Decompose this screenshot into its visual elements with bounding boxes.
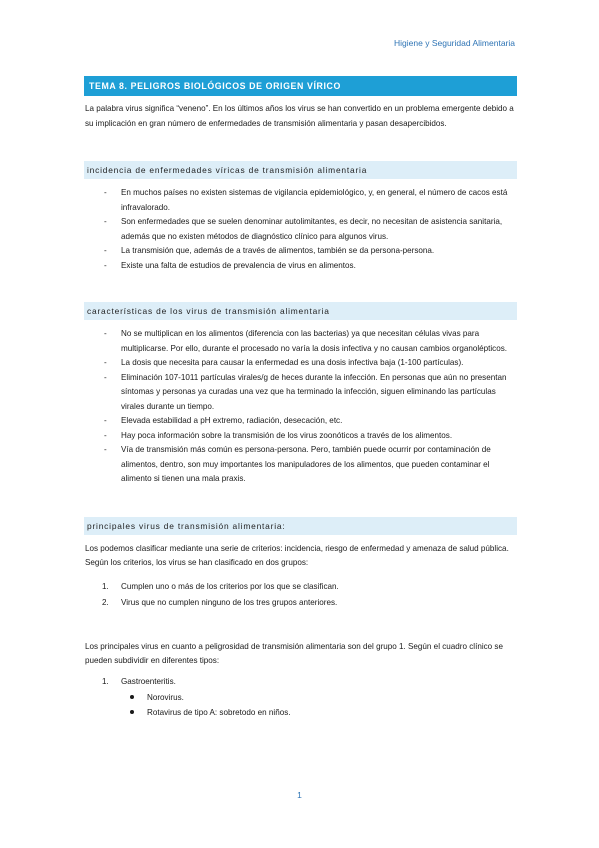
list-item: - La dosis que necesita para causar la enfermedad es una dosis infectiva baja (1-100 partículas).	[104, 358, 464, 367]
section-heading-incidencia: incidencia de enfermedades víricas de transmisión alimentaria	[84, 161, 517, 179]
incidencia-list	[84, 186, 517, 273]
list-item: Norovirus.	[84, 690, 517, 705]
list-item: - Son enfermedades que se suelen denominar autolimitantes, es decir, no necesitan de asistencia sanitaria, además que no existen métodos de diagnóstico clínico para algunos virus.	[104, 217, 503, 241]
section-heading-caracteristicas: características de los virus de transmisión alimentaria	[84, 302, 517, 320]
main-title: TEMA 8. PELIGROS BIOLÓGICOS DE ORIGEN VÍRICO	[84, 76, 517, 96]
section-heading-principales: principales virus de transmisión alimentaria:	[84, 517, 517, 535]
list-item: - En muchos países no existen sistemas de vigilancia epidemiológico, y, en general, el número de cacos está infravalorado.	[104, 188, 508, 212]
list-item: Rotavirus de tipo A: sobretodo en niños.	[84, 705, 517, 720]
list-item: - No se multiplican en los alimentos (diferencia con las bacterias) ya que necesitan células vivas para multiplicarse. Por ello, durante el procesado no varía la dosis infectiva y no causan cambios organolépticos.	[104, 329, 508, 353]
header-title: Higiene y Seguridad Alimentaria	[394, 38, 515, 48]
list-item: 1. Gastroenteritis.	[102, 676, 176, 686]
principales-intro: Los podemos clasificar mediante una serie de criterios: incidencia, riesgo de enfermedad y amenaza de salud pública. Según los criterios, los virus se han clasificado en dos grupos:	[85, 543, 509, 567]
bullet-icon	[130, 710, 134, 714]
types-list	[84, 674, 517, 690]
document-page	[84, 76, 517, 720]
list-item: 2. Virus que no cumplen ninguno de los tres grupos anteriores.	[102, 597, 338, 607]
list-item: - Elevada estabilidad a pH extremo, radiación, desecación, etc.	[104, 416, 343, 425]
list-item: 1. Cumplen uno o más de los criterios por los que se clasifican.	[102, 581, 339, 591]
caracteristicas-list	[84, 327, 517, 487]
list-item: - Eliminación 107-1011 partículas virales/g de heces durante la infección. En personas que aún no presentan síntomas y personas ya curadas una vez que ha terminado la infección, siguen eliminando las partículas virales durante un tiempo.	[104, 372, 507, 411]
groups-list	[84, 579, 517, 611]
list-item: - Vía de transmisión más común es persona-persona. Pero, también puede ocurrir por contaminación de alimentos, dentro, son muy importantes los manipuladores de los alimentos, que pueden contaminar el alimento si tienen una mala praxis.	[104, 445, 491, 483]
bullet-icon	[130, 695, 134, 699]
types-sublist	[84, 690, 517, 720]
list-item: - Existe una falta de estudios de prevalencia de virus en alimentos.	[104, 260, 356, 270]
page-number: 1	[297, 790, 302, 800]
list-item: - Hay poca información sobre la transmisión de los virus zoonóticos a través de los alimentos.	[104, 430, 453, 440]
principales-paragraph-2: Los principales virus en cuanto a peligrosidad de transmisión alimentaria son del grupo 1. Según el cuadro clínico se pueden subdividir en diferentes tipos:	[85, 641, 503, 665]
list-item: - La transmisión que, además de a través de alimentos, también se da persona-persona.	[104, 246, 435, 255]
intro-paragraph: La palabra virus significa “veneno”. En los últimos años los virus se han convertido en un problema emergente debido a su implicación en gran número de enfermedades de transmisión alimentaria y pasan desapercibidos.	[85, 104, 514, 128]
